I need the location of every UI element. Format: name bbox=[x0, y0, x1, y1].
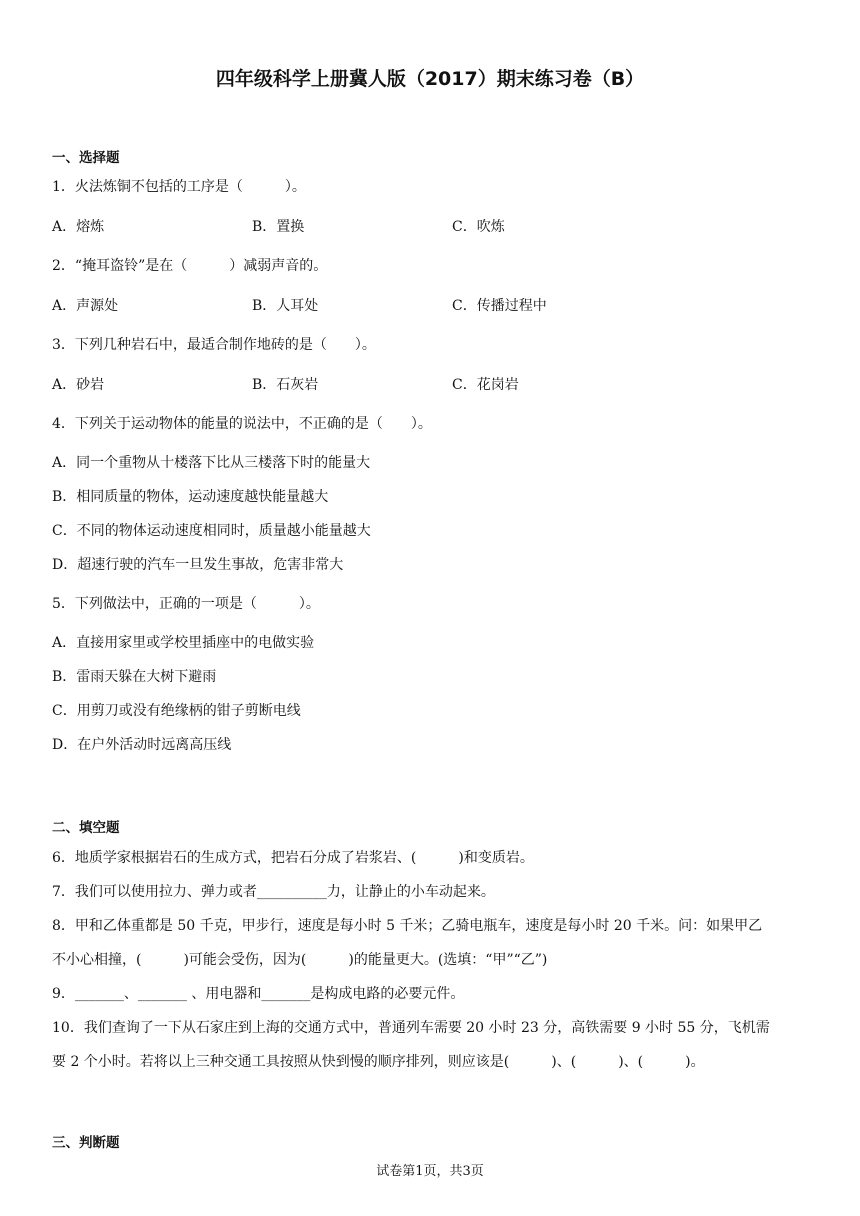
question-4-option-c: C．不同的物体运动速度相同时，质量越小能量越大 bbox=[52, 523, 371, 539]
question-5-option-b: B．雷雨天躲在大树下避雨 bbox=[52, 669, 217, 685]
question-2-option-b: B．人耳处 bbox=[252, 298, 319, 314]
question-2-stem: 2．“掩耳盗铃”是在（ ）减弱声音的。 bbox=[52, 258, 328, 274]
question-7: 7．我们可以使用拉力、弹力或者__________力，让静止的小车动起来。 bbox=[52, 884, 495, 900]
question-1-option-c: C．吹炼 bbox=[452, 219, 505, 235]
question-3-option-b: B．石灰岩 bbox=[252, 377, 319, 393]
question-8-line-2: 不小心相撞，( )可能会受伤，因为( )的能量更大。(选填：“甲”“乙”) bbox=[52, 952, 548, 968]
section-heading-choice: 一、选择题 bbox=[52, 150, 120, 166]
question-9: 9．_______、_______ 、用电器和_______是构成电路的必要元件。 bbox=[52, 986, 465, 1002]
question-5-option-a: A．直接用家里或学校里插座中的电做实验 bbox=[52, 635, 315, 651]
question-4-option-a: A．同一个重物从十楼落下比从三楼落下时的能量大 bbox=[52, 455, 371, 471]
question-3-option-c: C．花岗岩 bbox=[452, 377, 519, 393]
question-8-line-1: 8．甲和乙体重都是 50 千克，甲步行，速度是每小时 5 千米；乙骑电瓶车，速度是每小时 20 千米。问：如果甲乙 bbox=[52, 918, 763, 934]
question-1-stem: 1．火法炼铜不包括的工序是（ ）。 bbox=[52, 179, 306, 195]
question-6: 6．地质学家根据岩石的生成方式，把岩石分成了岩浆岩、( )和变质岩。 bbox=[52, 850, 534, 866]
question-2-option-c: C．传播过程中 bbox=[452, 298, 547, 314]
question-4-option-d: D．超速行驶的汽车一旦发生事故，危害非常大 bbox=[52, 557, 344, 573]
page-footer: 试卷第1页，共3页 bbox=[376, 1164, 484, 1179]
question-10-line-2: 要 2 个小时。若将以上三种交通工具按照从快到慢的顺序排列，则应该是( )、( )、( )。 bbox=[52, 1054, 705, 1070]
question-1-option-b: B．置换 bbox=[252, 219, 305, 235]
question-3-stem: 3．下列几种岩石中，最适合制作地砖的是（ ）。 bbox=[52, 337, 376, 353]
section-heading-true-false: 三、判断题 bbox=[52, 1135, 120, 1151]
question-4-stem: 4．下列关于运动物体的能量的说法中，不正确的是（ ）。 bbox=[52, 416, 432, 432]
question-5-stem: 5．下列做法中，正确的一项是（ ）。 bbox=[52, 596, 320, 612]
question-5-option-c: C．用剪刀或没有绝缘柄的钳子剪断电线 bbox=[52, 703, 301, 719]
question-10-line-1: 10．我们查询了一下从石家庄到上海的交通方式中，普通列车需要 20 小时 23 分，高铁需要 9 小时 55 分，飞机需 bbox=[52, 1020, 770, 1036]
page-title: 四年级科学上册冀人版（2017）期末练习卷（B） bbox=[215, 68, 645, 90]
question-2-option-a: A．声源处 bbox=[52, 298, 119, 314]
question-1-option-a: A．熔炼 bbox=[52, 219, 105, 235]
question-3-option-a: A．砂岩 bbox=[52, 377, 105, 393]
question-5-option-d: D．在户外活动时远离高压线 bbox=[52, 737, 232, 753]
question-4-option-b: B．相同质量的物体，运动速度越快能量越大 bbox=[52, 489, 329, 505]
section-heading-fill-in: 二、填空题 bbox=[52, 820, 120, 836]
